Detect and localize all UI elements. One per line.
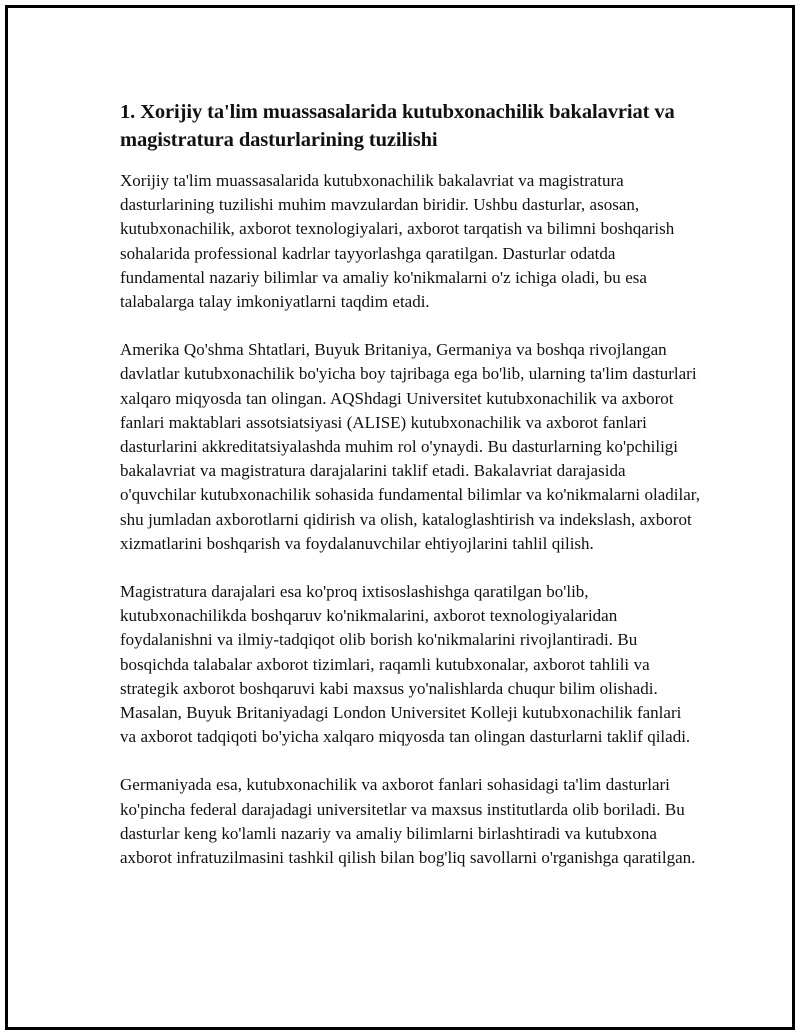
document-body [120, 98, 700, 894]
document-page [5, 5, 795, 1030]
paragraph-2: Amerika Qo'shma Shtatlari, Buyuk Britaniya, Germaniya va boshqa rivojlangan davlatlar kutubxonachilik bo'yicha boy tajribaga ega bo'lib, ularning ta'lim dasturlari xalqaro miqyosda tan olingan. AQShdagi Universitet kutubxonachilik va axborot fanlari maktablari assotsiatsiyasi (ALISE) kutubxonachilik va axborot fanlari dasturlarini akkreditatsiyalashda muhim rol o'ynaydi. Bu dasturlarning ko'pchiligi bakalavriat va magistratura darajalarini taklif etadi. Bakalavriat darajasida o'quvchilar kutubxonachilik sohasida fundamental bilimlar va ko'nikmalarni oladilar, shu jumladan axborotlarni qidirish va olish, kataloglashtirish va indekslash, axborot xizmatlarini boshqarish va foydalanuvchilar ehtiyojlarini tahlil qilish. [120, 340, 700, 553]
section-heading: 1. Xorijiy ta'lim muassasalarida kutubxonachilik bakalavriat va magistratura dasturlarining tuzilishi [120, 101, 675, 151]
paragraph-3: Magistratura darajalari esa ko'proq ixtisoslashishga qaratilgan bo'lib, kutubxonachilikda boshqaruv ko'nikmalarini, axborot texnologiyalaridan foydalanishni va ilmiy-tadqiqot olib borish ko'nikmalarini rivojlantiradi. Bu bosqichda talabalar axborot tizimlari, raqamli kutubxonalar, axborot tahlili va strategik axborot boshqaruvi kabi maxsus yo'nalishlarda chuqur bilim olishadi. Masalan, Buyuk Britaniyadagi London Universitet Kolleji kutubxonachilik fanlari va axborot tadqiqoti bo'yicha xalqaro miqyosda tan olingan dasturlarni taklif qiladi. [120, 582, 691, 747]
paragraph-4: Germaniyada esa, kutubxonachilik va axborot fanlari sohasidagi ta'lim dasturlari ko'pincha federal darajadagi universitetlar va maxsus institutlarda olib boriladi. Bu dasturlar keng ko'lamli nazariy va amaliy bilimlarni birlashtiradi va kutubxona axborot infratuzilmasini tashkil qilish bilan bog'liq savollarni o'rganishga qaratilgan. [120, 775, 696, 868]
paragraph-1: Xorijiy ta'lim muassasalarida kutubxonachilik bakalavriat va magistratura dasturlarining tuzilishi muhim mavzulardan biridir. Ushbu dasturlar, asosan, kutubxonachilik, axborot texnologiyalari, axborot tarqatish va bilimni boshqarish sohalarida professional kadrlar tayyorlashga qaratilgan. Dasturlar odatda fundamental nazariy bilimlar va amaliy ko'nikmalarni o'z ichiga oladi, bu esa talabalarga talay imkoniyatlarni taqdim etadi. [120, 171, 675, 312]
